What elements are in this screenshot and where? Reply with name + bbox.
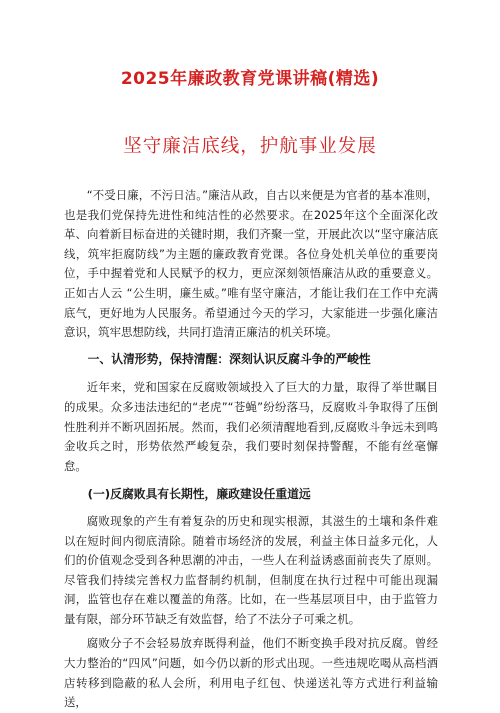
document-title: 2025年廉政教育党课讲稿(精选) [120, 69, 380, 89]
intro-paragraph: “不受日廉，不污日洁。”廉洁从政，自古以来便是为官者的基本准则，也是我们党保持先进性和纯洁性的必然要求。在2025年这个全面深化改革、向着新目标奋进的关键时期，我们齐聚一堂，开展此次以“坚守廉洁底线，筑牢拒腐防线”为主题的廉政教育党课。各位身处机关单位的重要岗位，手中握着党和人民赋予的权力，更应深刻领悟廉洁从政的重要意义。正如古人云 “公生明，廉生威。”唯有坚守廉洁，才能让我们在工作中充满底气，更好地为人民服务。希望通过今天的学习，大家能进一步强化廉洁意识，筑牢思想防线，共同打造清正廉洁的机关环境。 [64, 188, 438, 340]
document-subtitle: 坚守廉洁底线，护航事业发展 [123, 136, 377, 157]
section-heading-1: 一、认清形势，保持清醒：深刻认识反腐斗争的严峻性 [87, 351, 371, 366]
subsection-heading-1: (一)反腐败具有长期性，廉政建设任重道远 [87, 487, 311, 502]
document-body [64, 186, 438, 713]
subsection-1-paragraph-2: 腐败分子不会轻易放弃既得利益，他们不断变换手段对抗反腐。曾经大力整治的“四风”问题，如今仍以新的形式出现。一些违规吃喝从高档酒店转移到隐蔽的私人会所，利用电子红包、快递送礼等方式进行利益输送， [64, 636, 438, 710]
section-1-paragraph: 近年来，党和国家在反腐败领域投入了巨大的力量，取得了举世瞩目的成果。众多违法违纪的“老虎”“苍蝇”纷纷落马，反腐败斗争取得了压倒性胜利并不断巩固拓展。然而，我们必须清醒地看到,反腐败斗争远未到鸣金收兵之时，形势依然严峻复杂，我们要时刻保持警醒，不能有丝毫懈怠。 [64, 380, 438, 473]
subsection-1-paragraph-1: 腐败现象的产生有着复杂的历史和现实根源，其滋生的土壤和条件难以在短时间内彻底清除。随着市场经济的发展，利益主体日益多元化，人们的价值观念受到各种思潮的冲击，一些人在利益诱惑面前丧失了原则。尽管我们持续完善权力监督制约机制，但制度在执行过程中可能出现漏洞，监管也存在难以覆盖的角落。比如，在一些基层项目中，由于监管力量有限，部分环节缺乏有效监督，给了不法分子可乘之机。 [64, 513, 438, 626]
